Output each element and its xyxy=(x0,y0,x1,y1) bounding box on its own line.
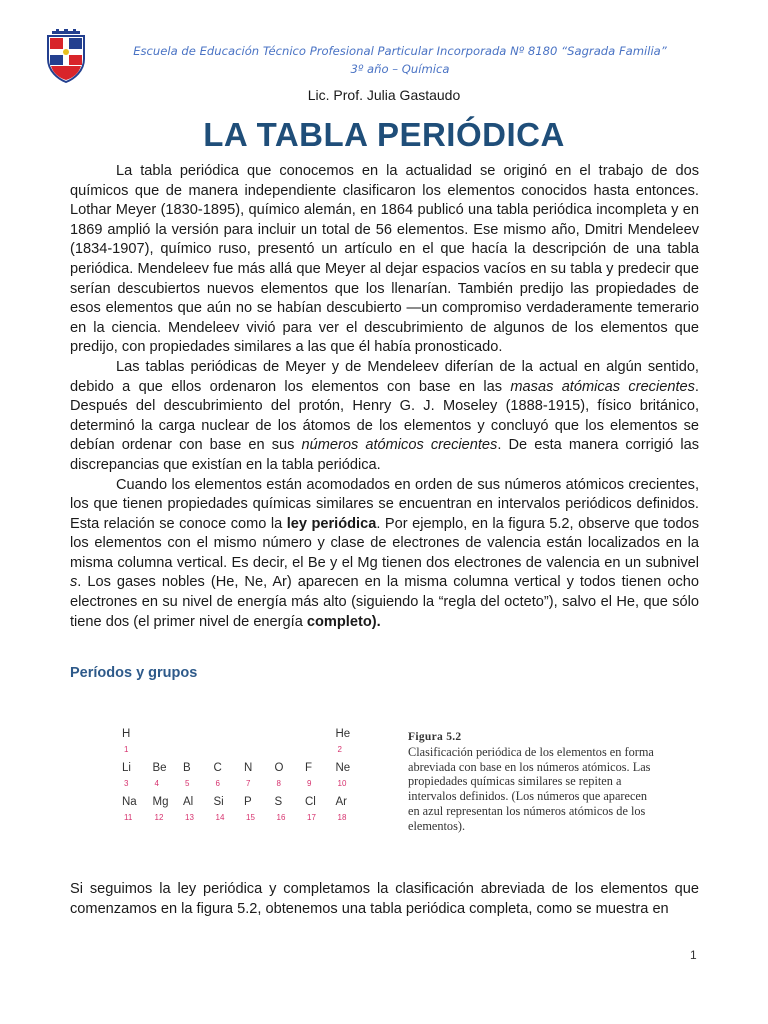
element-cell xyxy=(244,796,272,823)
element-cell xyxy=(336,728,364,755)
atomic-number: 2 xyxy=(337,745,342,754)
atomic-number: 6 xyxy=(215,779,220,788)
figure-label: Figura 5.2 xyxy=(408,731,462,743)
course-name: 3º año – Química xyxy=(350,62,450,76)
page-number: 1 xyxy=(690,948,697,962)
atomic-number: 10 xyxy=(337,779,347,788)
p3-strong-2: completo). xyxy=(306,613,381,630)
author-name: Lic. Prof. Julia Gastaudo xyxy=(307,87,461,103)
element-symbol: Ar xyxy=(335,796,347,808)
paragraph-1: La tabla periódica que conocemos en la actualidad se originó en el trabajo de dos químicos que de manera independiente clasificaron los elementos conocidos hasta entonces. Lothar Meyer (1830-1895), químico alemán, en 1864 publicó una tabla periódica incompleta y en 1869 amplió la versión para incluir un total de 56 elementos. Ese mismo año, Dmitri Mendeleev (1834-1907), químico ruso, presentó un artículo en el que hacía la descripción de una tabla periódica. Mendeleev fue más allá que Meyer al dejar espacios vacíos en su tabla y predecir que serían descubiertos nuevos elementos que los llenarían. También predijo las propiedades de esos elementos que aún no se habían descubierto —un compromiso verdaderamente temerario en la ciencia. Mendeleev vivió para ver el descubrimiento de algunos de los elementos que predijo, con propiedades similares a las que él había pronosticado. xyxy=(70,163,699,356)
atomic-number: 11 xyxy=(124,813,133,822)
element-cell xyxy=(244,762,272,789)
element-symbol: Al xyxy=(183,796,194,808)
p2-emphasis-2: números atómicos crecientes xyxy=(301,437,498,454)
element-cell xyxy=(214,762,242,789)
p3-strong-1: ley periódica xyxy=(286,515,377,532)
paragraph-2 xyxy=(70,358,699,476)
element-symbol: Ne xyxy=(335,762,351,774)
element-symbol: He xyxy=(335,728,351,740)
element-cell xyxy=(305,762,333,789)
atomic-number: 13 xyxy=(185,813,194,822)
atomic-number: 4 xyxy=(154,779,159,788)
p3-text-3: . Los gases nobles (He, Ne, Ar) aparecen en la misma columna vertical y todos tienen ocho electrones en su nivel de energía más alto (siguiendo la “regla del octeto”), salvo el He, que sólo tiene dos (el primer nivel de energía xyxy=(70,574,699,630)
body-text xyxy=(70,162,699,632)
atomic-number: 8 xyxy=(276,779,281,788)
section-heading: Períodos y grupos xyxy=(70,665,198,681)
element-symbol: N xyxy=(244,762,253,774)
element-cell xyxy=(183,796,211,823)
element-symbol: O xyxy=(274,762,284,774)
element-symbol: C xyxy=(213,762,222,774)
element-symbol: S xyxy=(274,796,283,808)
paragraph-3 xyxy=(70,476,699,633)
element-symbol: B xyxy=(183,762,191,774)
figure-caption xyxy=(408,729,658,834)
p3-text-1: Cuando los elementos están acomodados en orden de sus números atómicos crecientes, los que tienen propiedades químicas similares se encuentran en intervalos periódicos definidos. Esta relación se conoce como la xyxy=(70,476,699,532)
element-cell xyxy=(336,762,364,789)
p2-emphasis-1: masas atómicas crecientes xyxy=(510,378,695,395)
atomic-number: 16 xyxy=(276,813,286,822)
element-symbol: Be xyxy=(152,762,167,774)
atomic-number: 9 xyxy=(307,779,312,788)
school-header xyxy=(100,42,700,78)
atomic-number: 3 xyxy=(124,779,129,788)
page-title: LA TABLA PERIÓDICA xyxy=(203,116,565,153)
school-name: Escuela de Educación Técnico Profesional Particular Incorporada Nº 8180 “Sagrada Familia” xyxy=(133,44,667,58)
p2-text-2: . Después del descubrimiento del protón, Henry G. J. Moseley (1888-1915), físico británico, determinó la carga nuclear de los átomos de los elementos y concluyó que los elementos se debían ordenar con base en sus xyxy=(70,378,699,454)
atomic-number: 1 xyxy=(124,745,129,754)
atomic-number: 7 xyxy=(246,779,251,788)
element-symbol: Na xyxy=(122,796,137,808)
atomic-number: 18 xyxy=(337,813,347,822)
p3-text-2: . Por ejemplo, en la figura 5.2, observe que todos los elementos con el mismo número y clase de electrones de valencia están localizados en la misma columna vertical. Es decir, el Be y el Mg tienen dos electrones de valencia en un subnivel xyxy=(70,515,699,571)
element-symbol: Mg xyxy=(152,796,169,808)
element-cell xyxy=(275,796,303,823)
element-symbol: Li xyxy=(122,762,131,774)
element-symbol: Si xyxy=(213,796,224,808)
element-cell xyxy=(275,762,303,789)
atomic-number: 17 xyxy=(307,813,316,822)
element-cell xyxy=(122,762,150,789)
element-cell xyxy=(122,796,150,823)
p2-text-1: Las tablas periódicas de Meyer y de Mendeleev diferían de la actual en algún sentido, debido a que ellos ordenaron los elementos con base en las xyxy=(70,358,699,395)
element-cell xyxy=(214,796,242,823)
element-cell xyxy=(153,762,181,789)
element-cell xyxy=(153,796,181,823)
element-cell xyxy=(305,796,333,823)
p2-text-3: . De esta manera corrigió las discrepancias que existían en la tabla periódica. xyxy=(70,437,699,473)
element-symbol: F xyxy=(305,762,313,774)
atomic-number: 14 xyxy=(215,813,225,822)
atomic-number: 12 xyxy=(154,813,164,822)
school-crest xyxy=(44,29,88,83)
closing-text xyxy=(70,880,699,919)
closing-paragraph: Si seguimos la ley periódica y completamos la clasificación abreviada de los elementos que comenzamos en la figura 5.2, obtenemos una tabla periódica completa, como se muestra en xyxy=(70,881,699,917)
element-symbol: Cl xyxy=(305,796,316,808)
atomic-number: 5 xyxy=(185,779,190,788)
abbreviated-periodic-table xyxy=(122,728,362,828)
figure-caption-text: Clasificación periódica de los elementos en forma abreviada con base en los números atómicos. Las propiedades químicas similares se repiten a intervalos definidos. (Los números que aparecen en azul representan los números atómicos de los elementos). xyxy=(408,744,654,833)
element-symbol: H xyxy=(122,728,131,740)
element-cell xyxy=(183,762,211,789)
element-cell xyxy=(336,796,364,823)
p3-emphasis-1: s xyxy=(70,574,78,591)
element-symbol: P xyxy=(244,796,252,808)
element-cell xyxy=(122,728,150,755)
atomic-number: 15 xyxy=(246,813,255,822)
